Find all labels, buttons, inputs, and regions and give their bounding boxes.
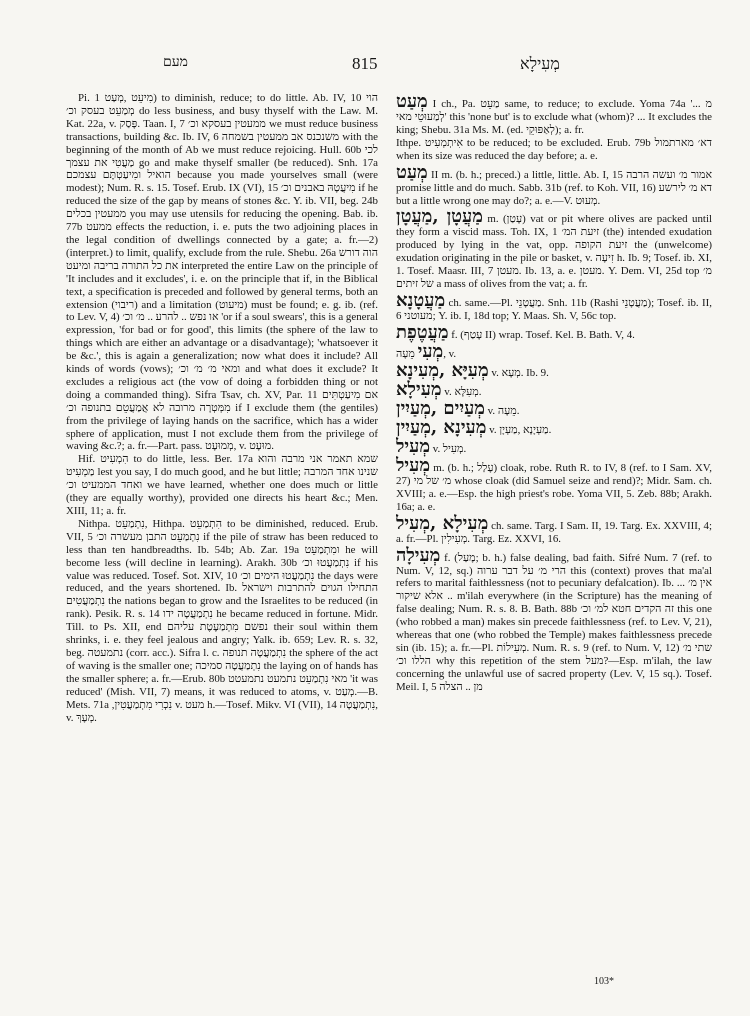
entry-text: f. (עָטַף II) wrap. Tosef. Kel. B. Bath. V, 4.: [448, 328, 635, 341]
headword: מַעֲטָן ,מַעֲטָן: [396, 206, 483, 228]
headword: מְעִילָה: [396, 544, 441, 566]
header-right-word: מְעִילָא: [520, 54, 560, 73]
entry-text: v. מְעִלָּא.: [441, 385, 482, 398]
column-divider: [387, 92, 388, 972]
headword: מְעִיָּא ,מְעִינָא: [396, 359, 489, 381]
entry-meat-ii: [396, 163, 712, 208]
entry-text: v. מַעְיָנָא ,מַעְיָן.: [486, 423, 552, 436]
entry-text: m. (b. h.; עָלַל) cloak, robe. Ruth R. to IV, 8 (ref. to I Sam. XV, 27) מ׳ של מי whose cloak (did Samuel seize and rend)?; Midr. Sam. ch. XVIII; a. e.—Esp. the high priest's robe. Yoma VII, 5. Zeb. 88b; Arakh. 16a; a. e.: [396, 461, 712, 513]
entry-ithpe: [396, 137, 712, 163]
headword: מְעַט: [396, 92, 428, 112]
entry-meat-i: [396, 92, 712, 137]
entry-text: I ch., Pa. מַעֵט same, to reduce; to exclude. Yoma 74a 'מ ... לְמַעוּטֵי מאי' this 'none but' is to exclude what (whom)? ... It excludes the king; Shebu. 31a Ms. M. (ed. לְאַפּוּקֵי); a. fr.: [396, 98, 712, 136]
entry-meina: [396, 361, 712, 380]
entry-meayim: [396, 399, 712, 418]
headword: מְעִי: [417, 340, 444, 362]
entry-mei: [396, 342, 712, 361]
entry-mayan-xref: [396, 418, 712, 437]
headword: מְעַיִים ,מְעַיִין: [396, 397, 485, 419]
entry-text: II m. (b. h.; preced.) a little, little. Ab. I, 15 אמור מ׳ ועשה הרבה promise little and do much. Sabb. 31b (ref. to Koh. VII, 16) דא מ׳ לירשע but a little wrong one may do?; a. e.—V. מְעוּט.: [396, 168, 712, 207]
headword: מְעִיל: [396, 435, 430, 457]
entry-text: ch. same. Targ. I Sam. II, 19. Targ. Ex. XXVIII, 4; a. fr.—Pl. מְעִילִין. Targ. Ez. XXVI, 16.: [396, 519, 712, 545]
left-column: [66, 92, 378, 982]
headword: מְעִיל: [396, 454, 430, 476]
entry-hif-paragraph: Hif. הִמְעִיט to do little, less. Ber. 17a שמא תאמר אני מרבה והוא מַמְעִיט lest you say, I do much good, and he but little; שנינו אחד המרבה ואחד הממעיט וכ׳ we have learned, whether one does much or little (they are equally worthy), provided one directs his heart &c.; Men. XIII, 11; a. fr.: [66, 453, 378, 517]
entry-pi-paragraph: Pi. מִיעֵט ,מְעַט 1) to diminish, reduce; to do little. Ab. IV, 10 הוי מְמַעֵט בעסק וכ׳ do less business, and busy thyself with the Law. M. Kat. 22a, v. פָּסַק. Taan. I, 7 ממעטין בעסקא וכ׳ we must reduce business transactions, building &c. Ib. IV, 6 משנכנס אב ממעטין בשמחה with the beginning of the month of Ab we must reduce rejoicing. Hull. 60b לכי מַעֲטִי את עצמך go and make thyself smaller (be reduced). Snh. 17a הואיל ומִיעַטְתֶּם עצמכם because you made yourselves small (were modest); Num. R. s. 15. Tosef. Erub. IX (VI), 15 מִיעֲטָהּ באבנים וכ׳ if he reduced the size of the gap by means of stones &c. Y. ib. VII, beg. 24b ממעטין בכלים you may use utensils for reducing the opening. Bab. ib. 77b ממעט effects the reduction, i. e. puts the two adjoining places in the legal condition of dwellings connected by a gate; a. fr.—2) (interpret.) to limit, qualify, exclude from the rule. Shebu. 26a הוה דורש את כל התורה בריבה ומיעט interpreted the entire Law on the principle of 'It includes and it excludes', i. e. on the principle that if, in the Biblical text, a specification is preceded and followed by general terms, both an extension (ריבוי) and a limitation (מיעוט) must be found; e. g. ib. (ref. to Lev. V, 4) או נפש .. להרע .. מ׳ וכ׳ 'or if a soul swears', this is a general expression, 'for bad or for good', this limits (the sphere of the law to things which are either an advantage or a disadvantage); 'whatsoever it be &c.', this is again a generalization; now what does it include? All kinds of words (vows); ומאי מ׳ מ׳ וכ׳ and what does it exclude? It excludes a religious act (the vow of doing a forbidden thing or not doing a commanded thing). Sifra Tsav, ch. XV, Par. 11 אם מִיעַטְתִּים מִמְּטְרָה מרובה לא אֲמַעֲטֵם בתנופה וכ׳ if I exclude them (the gentiles) from the privilege of laying hands on the sacrifice, which has a wider sphere of application, must I not exclude them from the privilege of waving &c.?; a. fr.—Part. pass. מְמוּעָט, v. מוּעָט.: [66, 92, 378, 453]
right-column: [396, 92, 712, 972]
headword: מַעֲטֶפֶת: [396, 321, 449, 343]
entry-nithpa-paragraph: Nithpa. נִתְמַעֵט, Hithpa. הִתְמַעֵט to be diminished, reduced. Erub. VII, 5 נִתְמַעֵט התבן מעשרה וכ׳ if the pile of straw has been reduced to less than ten handbreadths. Ib. 54b; Ab. Zar. 19a ומִתְמַעֵט he will become less (will decline in learning). Arakh. 30b נִתְמַעֲטוּ וכ׳ if his value was reduced. Tosef. Sot. XIV, 10 נִתְמַעֲטוּ הימים וכ׳ the days were reduced, and the years shortened. Ib. התחילו הגוים להתרבות וישראל נִתְמַעֲטִים the nations began to grow and the Israelites to be reduced (in rank). Pesik. R. s. 14 נִתְמַעֲטָה ידו he became reduced in fortune. Midr. Till. to Ps. XII, end נפשם מִתְמַעֶטֶת עליהם their soul within them shrinks, i. e. they feel jealous and angry; Yalk. ib. 659; Lev. R. s. 32, beg. נתמעטה (corr. acc.). Sifra l. c. נִתְמַעֲטָה תנופה the sphere of the act of waving is the smaller one; נִתְמַעֲטָה סמיכה the laying on of hands has the smaller sphere; a. fr.—Erub. 80b מאי נִתְמַעֵט נתמעט נתמעטט 'it was reduced' (Mish. VII, 7) means, it was reduced to atoms, v. מְעַט.—B. Mets. 71a ,נִכְרִי מִתְמַעֲטִין v. מעט h.—Tosef. Mikv. VI (VII), 14 נִתְמַעֲטָה, v. מְעָךְ.: [66, 517, 378, 724]
entry-text: f. (מָעַל; b. h.) false dealing, bad faith. Sifré Num. 7 (ref. to Num. V, 12, sq.) הרי מ׳ על דבר ערוה this (context) proves that ma'al refers to marital faithlessness (not to pecuniary defalcation). Ib. ... אין מ׳ אלא שיקור .. m'ilah everywhere (in the Scripture) has the meaning of false dealing; Num. R. s. 8. B. Bath. 88b זה הקדים חטא למ׳ וכ׳ this one (who robbed a man) makes sin precede faithlessness (ref. to Lev. V, 21), whereas that one (who robbed the Temple) makes faithlessness precede sin (ib. 15); a. fr.—Pl. מְעִילוֹת. Num. R. s. 9 (ref. to Num. V, 12) שתי מ׳ הללו וכ׳ why this repetition of the stem מעל?—Esp. m'ilah, the law concerning the unlawful use of sacred property (Lev. V, 15 sq.). Tosef. Meil. I, 5 מן .. הצלה: [396, 551, 712, 693]
entry-maatan: [396, 207, 712, 291]
entry-text: m. (עָטַן) vat or pit where olives are packed until they form a viscid mass. Toh. IX, 1 זיעת המ׳ (the) intended exudation produced by lying in the vat, opp. זיעת הקופה the (unwelcome) exudation originating in the pile or basket, v. זִיעָה h. Ib. 9; Tosef. ib. XI, 1. Tosef. Maasr. III, 7 מעטן. Ib. 13, a. e. מעטן. Y. Dem. VI, 25d top מ׳ של זיתים a mass of olives from the vat; a. fr.: [396, 213, 712, 291]
entry-maatana: [396, 291, 712, 323]
entry-text: v. מְעָא. Ib. 9.: [488, 366, 549, 379]
entry-text: v. מֵעָה.: [484, 404, 520, 417]
page-header: [0, 54, 750, 78]
entry-meilah: [396, 546, 712, 694]
entry-meila-ch: [396, 514, 712, 546]
entry-meila-xref: [396, 380, 712, 399]
signature-mark: 103*: [594, 976, 614, 987]
page-number: 815: [352, 54, 378, 73]
headword: מַעֲטָנָא: [396, 289, 446, 311]
entry-meil: [396, 456, 712, 514]
entry-meil-xref: [396, 437, 712, 456]
entry-text: v. מְעִיל.: [430, 442, 467, 455]
headword: מְעִילָא ,מְעִיל: [396, 512, 489, 534]
entry-maatefet: [396, 323, 712, 342]
headword: מְעַט: [396, 161, 428, 183]
entry-text: מֵעָה, v.: [396, 347, 457, 360]
headword: מְעִילָא: [396, 378, 442, 400]
entry-text: ch. same.—Pl. מַעֲטָנֵי. Snh. 11b (Rashi מַעֲטָנֵי); Tosef. ib. II, 6 מעוטני; Y. ib. I, 18d top; Y. Maas. Sh. V, 56c top.: [396, 296, 712, 322]
header-left-word: מעם: [163, 54, 188, 70]
entry-text: Ithpe. אִיתְמְעִיט to be reduced; to be excluded. Erub. 79b דא׳ מארתמול when its size was reduced the day before; a. e.: [396, 136, 712, 162]
headword: מְעִינָא ,מְעַיִין: [396, 416, 487, 438]
